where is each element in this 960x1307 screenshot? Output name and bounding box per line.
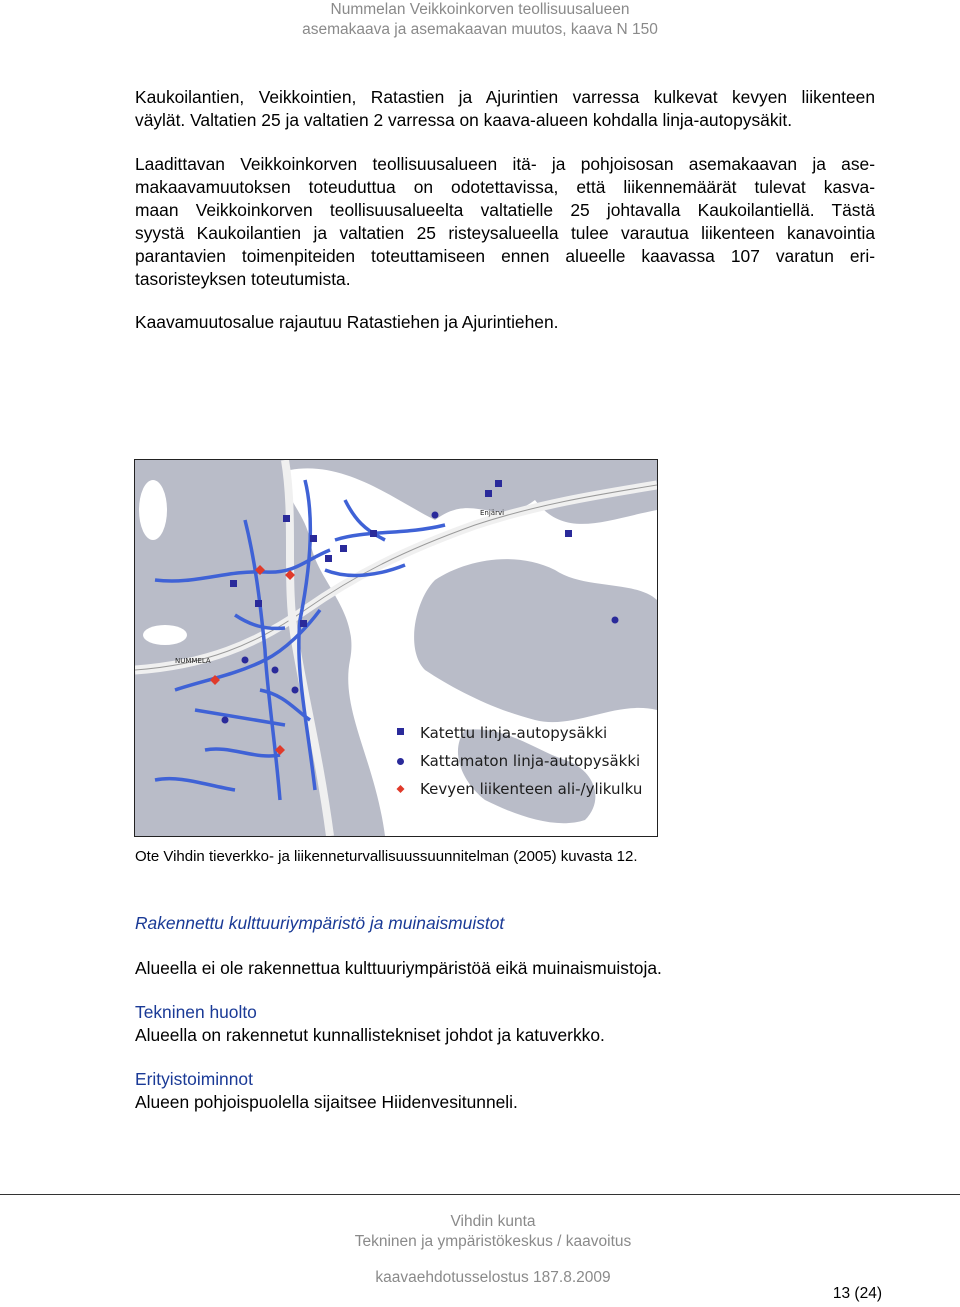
section-text-special-functions: Alueen pohjoispuolella sijaitsee Hiidenvesitunneli. — [135, 1092, 518, 1112]
section-text-cultural-environment: Alueella ei ole rakennettua kulttuuriympäristöä eikä muinaismuistoja. — [135, 958, 662, 978]
legend-label: Kattamaton linja-autopysäkki — [420, 752, 641, 770]
paragraph-line: makaavamuutoksen toteuduttua on odotettavissa, että liikennemäärät tulevat kasva- — [135, 177, 875, 197]
map-graphic — [135, 460, 657, 836]
map-pond — [143, 625, 187, 645]
header-line-1: Nummelan Veikkoinkorven teollisuusalueen — [330, 1, 630, 18]
paragraph-line: tasoristeyksen toteutumista. — [135, 269, 351, 289]
road-network-map — [134, 459, 658, 837]
footer-line-2: Tekninen ja ympäristökeskus / kaavoitus — [354, 1233, 632, 1250]
paragraph-line: Kaukoilantien, Veikkointien, Ratastien ja Ajurintien varressa kulkevat kevyen liikenteen — [135, 87, 875, 107]
legend-label: Kevyen liikenteen ali-/ylikulku — [420, 780, 643, 798]
header-title — [0, 0, 960, 40]
map-legend — [397, 724, 643, 798]
footer-document-id: kaavaehdotusselostus 187.8.2009 — [375, 1269, 611, 1286]
section-text-technical-maintenance: Alueella on rakennetut kunnallistekniset johdot ja katuverkko. — [135, 1025, 605, 1045]
section-heading-special-functions: Erityistoiminnot — [135, 1069, 253, 1089]
footer-divider — [0, 1194, 960, 1195]
covered-stop-symbol — [397, 728, 404, 735]
paragraph-line: Laadittavan Veikkoinkorven teollisuusalueen itä- ja pohjoisosan asemakaavan ja ase- — [135, 154, 875, 174]
figure-caption: Ote Vihdin tieverkko- ja liikenneturvallisuussuunnitelman (2005) kuvasta 12. — [135, 848, 638, 865]
paragraph-line: väylät. Valtatien 25 ja valtatien 2 varressa on kaava-alueen kohdalla linja-autopysäkit. — [135, 110, 793, 130]
section-heading-cultural-environment: Rakennettu kulttuuriympäristö ja muinaismuistot — [135, 913, 505, 933]
paragraph-pedestrian-routes — [135, 86, 875, 132]
paragraph-boundary: Kaavamuutosalue rajautuu Ratastiehen ja Ajurintiehen. — [135, 312, 559, 332]
footer-organization — [0, 1212, 960, 1252]
footer-line-1: Vihdin kunta — [450, 1213, 536, 1230]
paragraph-line: maan Veikkoinkorven teollisuusalueelta valtatielle 25 johtavalla Kaukoilantiellä. Tästä — [135, 200, 875, 220]
place-label: NUMMELA — [175, 657, 211, 665]
paragraph-line: parantavien toimenpiteiden toteuttamiseen ennen alueelle kaavassa 107 varatun eri- — [135, 246, 875, 266]
header-line-2: asemakaava ja asemakaavan muutos, kaava N 150 — [302, 21, 658, 38]
uncovered-stop-symbol — [397, 758, 404, 765]
legend-label: Katettu linja-autopysäkki — [420, 724, 608, 742]
section-heading-technical-maintenance: Tekninen huolto — [135, 1002, 257, 1022]
paragraph-line: syystä Kaukoilantien ja valtatien 25 risteysalueella tulee varautua liikenteen kanavointia — [135, 223, 875, 243]
map-pond — [139, 480, 167, 540]
place-label: Enjärvi — [480, 509, 505, 517]
paragraph-traffic-forecast — [135, 153, 875, 291]
page-number: 13 (24) — [832, 1285, 882, 1302]
